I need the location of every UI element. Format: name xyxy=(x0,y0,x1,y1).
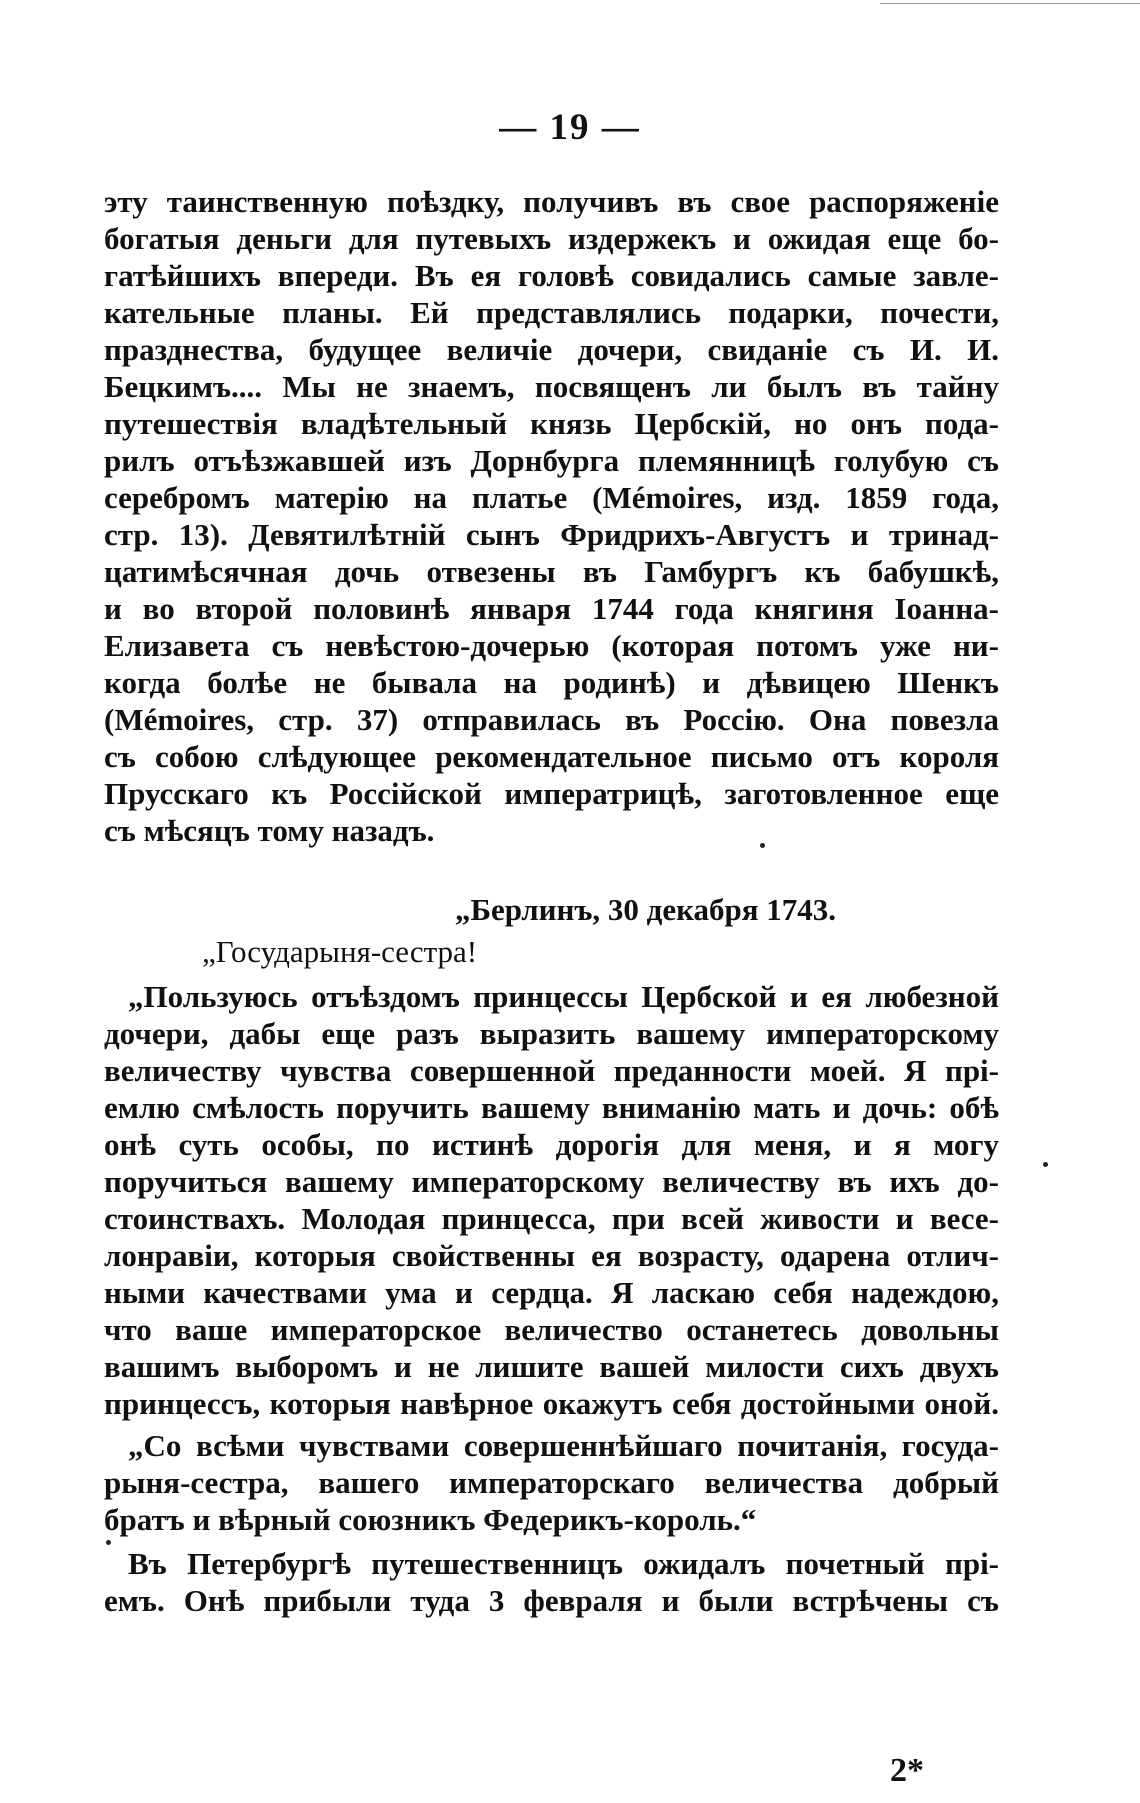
paragraph-line: путешествія владѣтельный князь Цербскій, но онъ пода- xyxy=(104,406,999,441)
letter-line: онѣ суть особы, по истинѣ дорогія для меня, и я могу xyxy=(104,1127,999,1162)
page-edge-rule xyxy=(880,3,1140,4)
paragraph-line: стр. 13). Девятилѣтній сынъ Фридрихъ-Августъ и тринад- xyxy=(104,517,999,552)
paragraph-line: (Mémoires, стр. 37) отправилась въ Россію. Она повезла xyxy=(104,702,999,737)
paragraph-line: празднества, будущее величіе дочери, свиданіе съ И. И. xyxy=(104,332,999,367)
letter-closing-line: „Со всѣми чувствами совершеннѣйшаго почитанія, госуда- xyxy=(128,1428,999,1463)
letter-dateline: „Берлинъ, 30 декабря 1743. xyxy=(455,892,837,927)
paragraph-line: серебромъ матерію на платье (Mémoires, изд. 1859 года, xyxy=(104,480,999,515)
letter-salutation: „Государыня-сестра! xyxy=(202,934,478,969)
letter-closing-line: братъ и вѣрный союзникъ Федерикъ-король.“ xyxy=(104,1502,757,1537)
letter-line: лонравіи, которыя свойственны ея возрасту, одарена отлич- xyxy=(104,1238,999,1273)
letter-line: стоинствахъ. Молодая принцесса, при всей живости и весе- xyxy=(104,1201,999,1236)
letter-line: величеству чувства совершенной преданности моей. Я прі- xyxy=(104,1053,999,1088)
print-speck xyxy=(760,843,765,848)
paragraph-line: Прусскаго къ Россійской императрицѣ, заготовленное еще xyxy=(104,776,999,811)
letter-line: принцессъ, которыя навѣрное окажутъ себя достойными оной. xyxy=(104,1386,999,1421)
letter-line: поручиться вашему императорскому величеству въ ихъ до- xyxy=(104,1164,999,1199)
letter-closing-line: рыня-сестра, вашего императорскаго величества добрый xyxy=(104,1465,999,1500)
paragraph-line: рилъ отъѣзжавшей изъ Дорнбурга племянницѣ голубую съ xyxy=(104,443,999,478)
paragraph-line: Елизавета съ невѣстою-дочерью (которая потомъ уже ни- xyxy=(104,628,999,663)
paragraph-line: эту таинственную поѣздку, получивъ въ свое распоряженіе xyxy=(104,184,999,219)
print-speck xyxy=(106,1540,111,1545)
letter-line: дочери, дабы еще разъ выразить вашему императорскому xyxy=(104,1016,999,1051)
page-number: — 19 — xyxy=(499,107,641,148)
letter-line: ными качествами ума и сердца. Я ласкаю себя надеждою, xyxy=(104,1275,999,1310)
paragraph-line: съ мѣсяцъ тому назадъ. xyxy=(104,813,435,848)
letter-line: емлю смѣлость поручить вашему вниманію мать и дочь: обѣ xyxy=(104,1090,999,1125)
print-speck xyxy=(1043,1162,1048,1167)
paragraph-line: когда болѣе не бывала на родинѣ) и дѣвицею Шенкъ xyxy=(104,665,999,700)
paragraph-line: цатимѣсячная дочь отвезены въ Гамбургъ къ бабушкѣ, xyxy=(104,554,999,589)
paragraph-line: съ собою слѣдующее рекомендательное письмо отъ короля xyxy=(104,739,999,774)
paragraph-line: кательные планы. Ей представлялись подарки, почести, xyxy=(104,295,999,330)
paragraph-line: и во второй половинѣ января 1744 года княгиня Іоанна- xyxy=(104,591,999,626)
letter-line: что ваше императорское величество останетесь довольны xyxy=(104,1312,999,1347)
paragraph-line: Въ Петербургѣ путешественницъ ожидалъ почетный прі- xyxy=(128,1546,999,1581)
catchword-signature: 2* xyxy=(890,1752,924,1789)
paragraph-line: емъ. Онѣ прибыли туда 3 февраля и были встрѣчены съ xyxy=(104,1583,999,1618)
letter-line: вашимъ выборомъ и не лишите вашей милости сихъ двухъ xyxy=(104,1349,999,1384)
paragraph-line: Бецкимъ.... Мы не знаемъ, посвященъ ли былъ въ тайну xyxy=(104,369,999,404)
paragraph-line: богатыя деньги для путевыхъ издержекъ и ожидая еще бо- xyxy=(104,221,999,256)
paragraph-line: гатѣйшихъ впереди. Въ ея головѣ совидались самые завле- xyxy=(104,258,999,293)
letter-line: „Пользуюсь отъѣздомъ принцессы Цербской и ея любезной xyxy=(128,979,999,1014)
